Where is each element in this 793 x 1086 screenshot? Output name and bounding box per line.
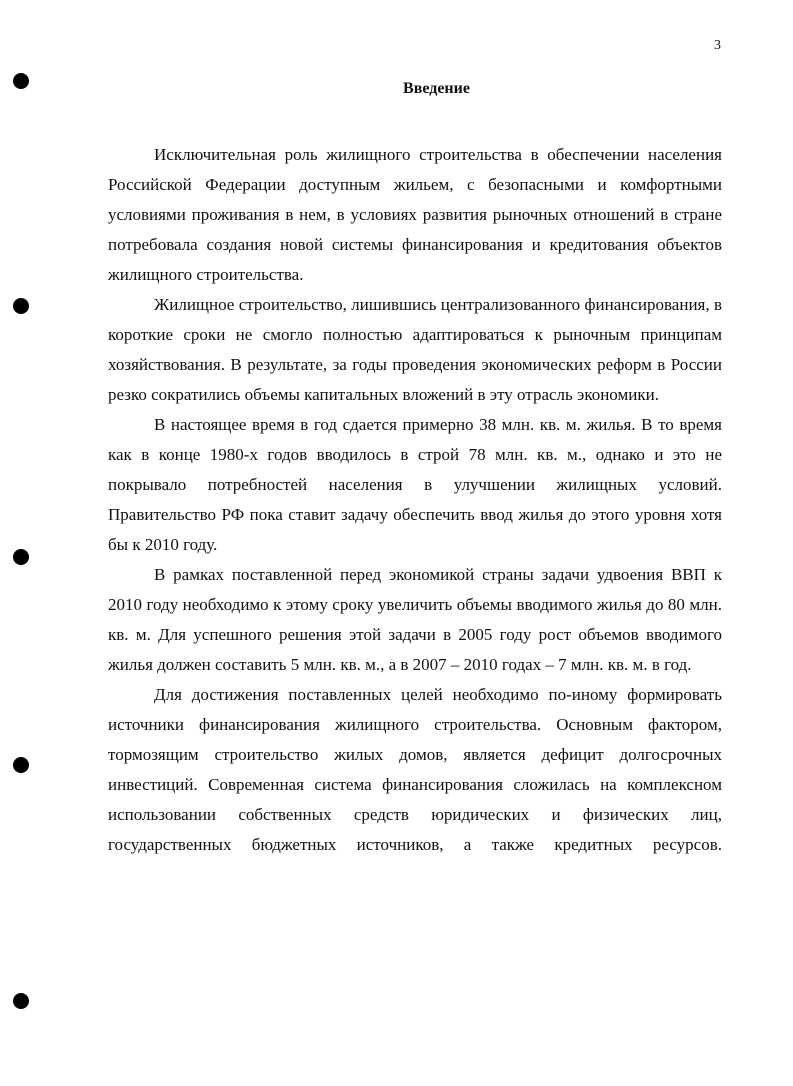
paragraph: Исключительная роль жилищного строительства в обеспечении населения Российской Федерации доступным жильем, с безопасными и комфортными условиями проживания в нем, в условиях развития рыночных отношений в стране потребовала создания новой системы финансирования и кредитования объектов жилищного строительства.	[108, 145, 722, 284]
paragraph: Жилищное строительство, лишившись централизованного финансирования, в короткие сроки не смогло полностью адаптироваться к рыночным принципам хозяйствования. В результате, за годы проведения экономических реформ в России резко сократились объемы капитальных вложений в эту отрасль экономики.	[108, 295, 722, 404]
binder-hole	[13, 298, 29, 314]
page-number: 3	[714, 38, 721, 53]
paragraph: В рамках поставленной перед экономикой страны задачи удвоения ВВП к 2010 году необходимо к этому сроку увеличить объемы вводимого жилья до 80 млн. кв. м. Для успешного решения этой задачи в 2005 году рост объемов вводимого жилья должен составить 5 млн. кв. м., а в 2007 – 2010 годах – 7 млн. кв. м. в год.	[108, 565, 722, 674]
body-text	[108, 140, 722, 860]
section-title: Введение	[403, 80, 470, 97]
paragraph: В настоящее время в год сдается примерно 38 млн. кв. м. жилья. В то время как в конце 1980-х годов вводилось в строй 78 млн. кв. м., однако и это не покрывало потребностей населения в улучшении жилищных условий. Правительство РФ пока ставит задачу обеспечить ввод жилья до этого уровня хотя бы к 2010 году.	[108, 415, 722, 554]
binder-hole	[13, 549, 29, 565]
binder-hole	[13, 757, 29, 773]
binder-hole	[13, 993, 29, 1009]
paragraph: Для достижения поставленных целей необходимо по-иному формировать источники финансирования жилищного строительства. Основным фактором, тормозящим строительство жилых домов, является дефицит долгосрочных инвестиций. Современная система финансирования сложилась на комплексном использовании собственных средств юридических и физических лиц, государственных бюджетных источников, а также кредитных ресурсов.	[108, 685, 722, 854]
